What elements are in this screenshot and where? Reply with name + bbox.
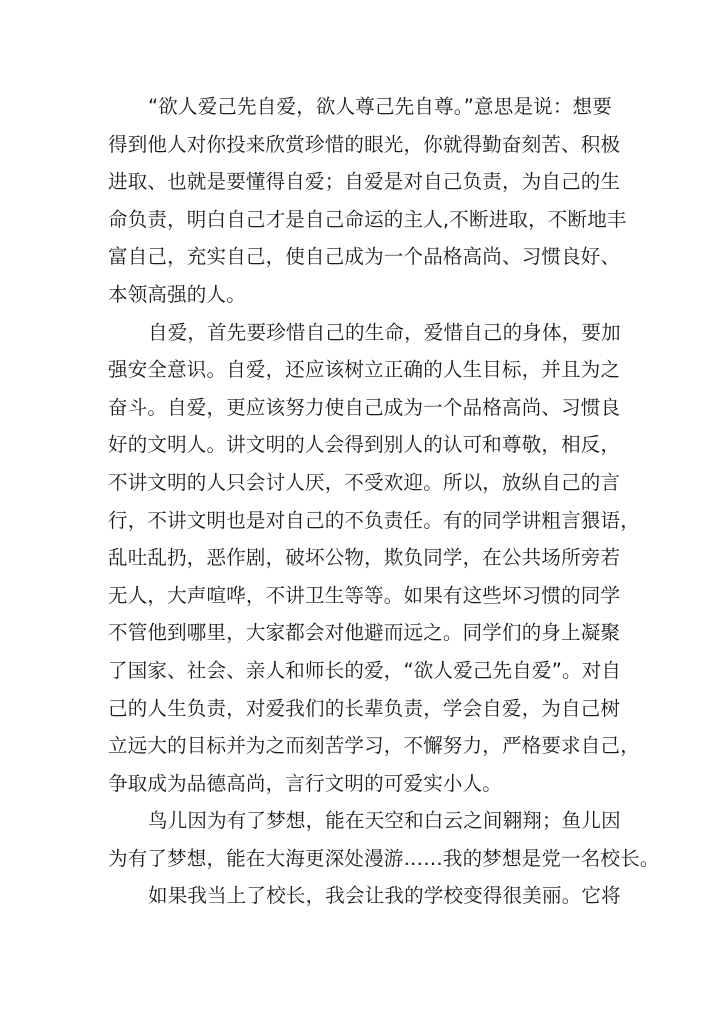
- text-line: 无人，大声喧哗，不讲卫生等等。如果有这些坏习惯的同学: [108, 583, 621, 607]
- text-line: 不讲文明的人只会讨人厌，不受欢迎。所以，放纵自己的言: [108, 470, 621, 494]
- text-line: 了国家、社会、亲人和师长的爱，“欲人爱己先自爱”。对自: [108, 658, 622, 682]
- text-line: 强安全意识。自爱，还应该树立正确的人生目标，并且为之: [108, 358, 621, 382]
- text-line: 奋斗。自爱，更应该努力使自己成为一个品格高尚、习惯良: [108, 395, 621, 419]
- text-line: 不管他到哪里，大家都会对他避而远之。同学们的身上凝聚: [108, 621, 621, 645]
- text-line: 得到他人对你投来欣赏珍惜的眼光，你就得勤奋刻苦、积极: [108, 132, 621, 156]
- text-line: 富自己，充实自己，使自己成为一个品格高尚、习惯良好、: [108, 245, 621, 269]
- paragraph-self-love-quote: [108, 88, 627, 314]
- text-line: 自爱，首先要珍惜自己的生命，爱惜自己的身体，要加: [148, 320, 621, 344]
- text-line: 己的人生负责，对爱我们的长辈负责，学会自爱，为自己树: [108, 696, 621, 720]
- text-line: 如果我当上了校长，我会让我的学校变得很美丽。它将: [148, 884, 621, 908]
- text-line: 争取成为品德高尚，言行文明的可爱实小人。: [108, 771, 503, 795]
- text-line: 鸟儿因为有了梦想，能在天空和白云之间翱翔；鱼儿因: [148, 809, 621, 833]
- paragraph-dream: [108, 802, 660, 877]
- text-line: 立远大的目标并为之而刻苦学习，不懈努力，严格要求自己，: [108, 734, 640, 758]
- text-line: 乱吐乱扔，恶作剧，破坏公物，欺负同学，在公共场所旁若: [108, 546, 621, 570]
- paragraph-principal: [108, 877, 621, 915]
- text-line: 为有了梦想，能在大海更深处漫游……我的梦想是党一名校长。: [108, 846, 660, 870]
- document-body: [108, 88, 660, 915]
- paragraph-self-love-details: [108, 314, 640, 803]
- text-line: 好的文明人。讲文明的人会得到别人的认可和尊敬，相反，: [108, 433, 621, 457]
- text-line: 行，不讲文明也是对自己的不负责任。有的同学讲粗言猥语，: [108, 508, 640, 532]
- text-line: 进取、也就是要懂得自爱；自爱是对自己负责，为自己的生: [108, 170, 621, 194]
- text-line: “欲人爱己先自爱，欲人尊己先自尊。”意思是说：想要: [148, 95, 612, 118]
- text-line: 本领高强的人。: [108, 282, 246, 306]
- text-line: 命负责，明白自己才是自己命运的主人,不断进取，不断地丰: [108, 207, 627, 231]
